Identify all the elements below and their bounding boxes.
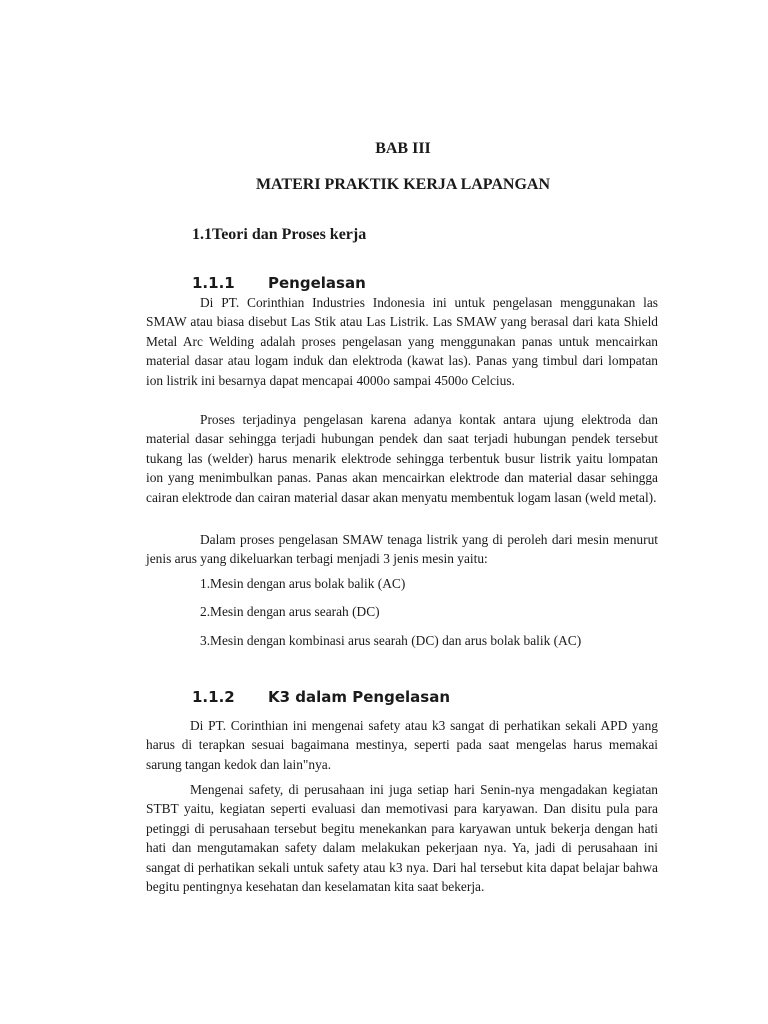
- paragraph: Dalam proses pengelasan SMAW tenaga listrik yang di peroleh dari mesin menurut jenis arus yang dikeluarkan terbagi menjadi 3 jenis mesin yaitu:: [146, 532, 658, 567]
- paragraph: Proses terjadinya pengelasan karena adanya kontak antara ujung elektroda dan material dasar sehingga terjadi hubungan pendek dan saat terjadi hubungan pendek tersebut tukang las (welder) harus menarik elektrode sehingga terbentuk busur listrik yaitu lompatan ion yang menimbulkan panas. Panas akan mencairkan elektrode dan material dasar sehingga cairan elektrode dan cairan material dasar akan menyatu membentuk logam lasan (weld metal).: [146, 412, 658, 505]
- subsection-title: Pengelasan: [268, 274, 366, 292]
- subsection-title: K3 dalam Pengelasan: [268, 688, 451, 706]
- section-number: 1.1: [192, 226, 212, 243]
- subsection-heading-pengelasan: [192, 274, 366, 292]
- subsection-heading-k3: [192, 688, 450, 706]
- chapter-heading: BAB III: [375, 140, 431, 157]
- section-heading: [192, 226, 366, 244]
- section-title: Teori dan Proses kerja: [212, 226, 367, 243]
- list-item: 3.Mesin dengan kombinasi arus searah (DC) dan arus bolak balik (AC): [200, 633, 582, 648]
- list-item: 2.Mesin dengan arus searah (DC): [200, 604, 380, 619]
- subsection-number: 1.1.2: [192, 688, 235, 706]
- paragraph: Mengenai safety, di perusahaan ini juga setiap hari Senin-nya mengadakan kegiatan STBT yaitu, kegiatan seperti evaluasi dan memotivasi para karyawan. Dan disitu pula para petinggi di perusahaan tersebut begitu menekankan para karyawan untuk bekerja dengan hati hati dan mengutamakan safety dalam melakukan pekerjaan nya. Ya, jadi di perusahaan ini sangat di perhatikan sekali untuk safety atau k3 nya. Dari hal tersebut kita dapat belajar bahwa begitu pentingnya kesehatan dan keselamatan kita saat bekerja.: [146, 782, 658, 895]
- paragraph: Di PT. Corinthian Industries Indonesia ini untuk pengelasan menggunakan las SMAW atau biasa disebut Las Stik atau Las Listrik. Las SMAW yang berasal dari kata Shield Metal Arc Welding adalah proses pengelasan yang menggunakan panas untuk mencairkan material dasar atau logam induk dan elektroda (kawat las). Panas yang timbul dari lompatan ion listrik ini besarnya dapat mencapai 4000o sampai 4500o Celcius.: [146, 295, 658, 388]
- subsection-number: 1.1.1: [192, 274, 235, 292]
- paragraph: Di PT. Corinthian ini mengenai safety atau k3 sangat di perhatikan sekali APD yang harus di terapkan sesuai bagaimana mestinya, seperti pada saat mengelas harus memakai sarung tangan kedok dan lain"nya.: [146, 718, 658, 772]
- chapter-title: MATERI PRAKTIK KERJA LAPANGAN: [255, 176, 551, 193]
- list-item: 1.Mesin dengan arus bolak balik (AC): [200, 576, 406, 591]
